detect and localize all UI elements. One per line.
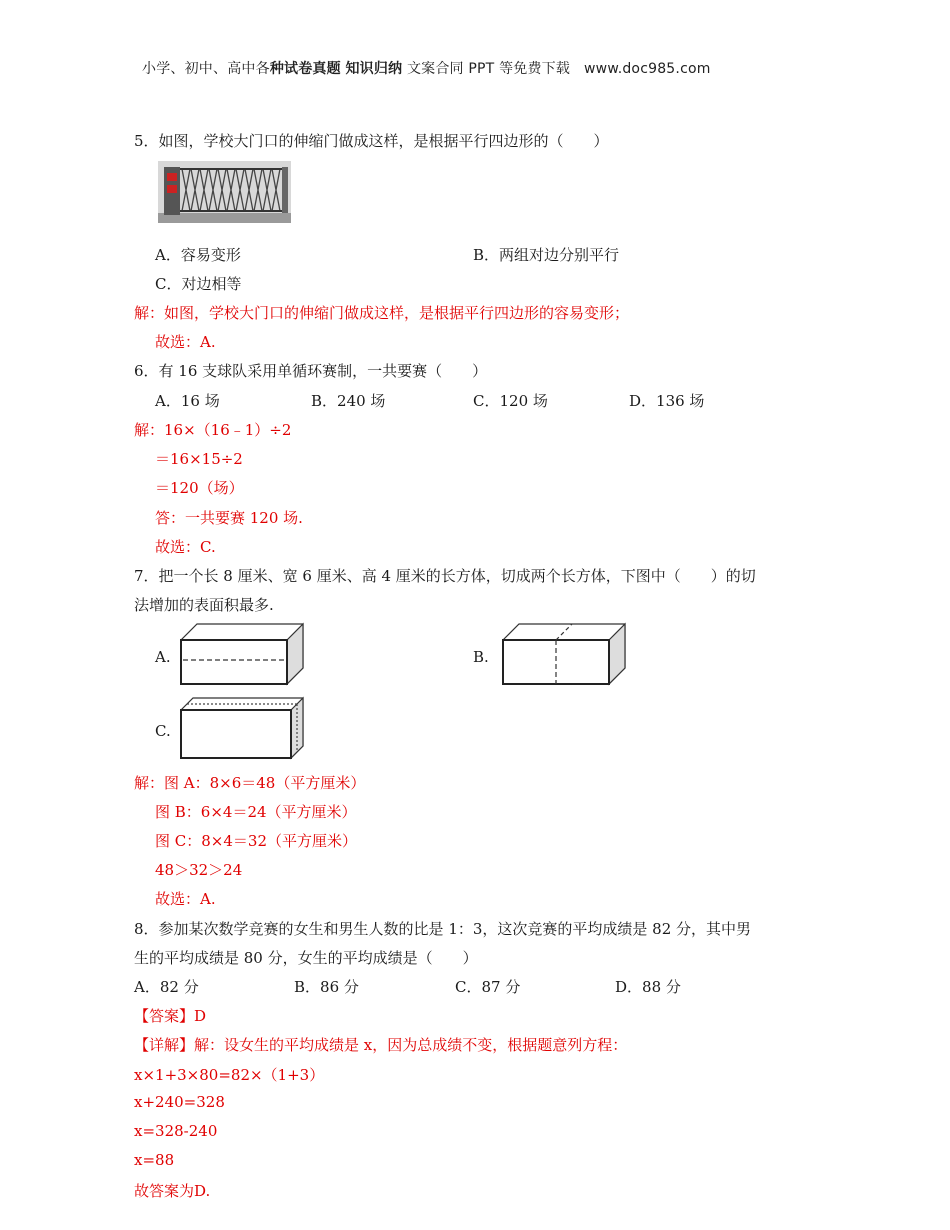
header-part2: 种试卷真题	[269, 61, 341, 77]
q5-solution-line2: 故选：A.	[155, 333, 216, 351]
q5-option-a: A．容易变形	[155, 246, 241, 264]
q7-solution-line2: 图 B：6×4＝24（平方厘米）	[155, 803, 357, 821]
q6-solution-line5: 故选：C.	[155, 538, 216, 556]
q8-step2: x+240=328	[134, 1093, 225, 1111]
q8-option-d: D．88 分	[615, 978, 681, 996]
q6-option-c: C．120 场	[473, 392, 548, 410]
q5-option-b: B．两组对边分别平行	[473, 246, 620, 264]
q5-option-c: C．对边相等	[155, 275, 242, 293]
q8-answer: 【答案】D	[134, 1007, 207, 1025]
q8-step3: x=328-240	[134, 1122, 218, 1140]
q7-solution-line1: 解：图 A：8×6＝48（平方厘米）	[134, 774, 366, 792]
q8-detail: 【详解】解：设女生的平均成绩是 x，因为总成绩不变，根据题意列方程：	[134, 1036, 628, 1054]
q6-solution-line2: ＝16×15÷2	[155, 450, 243, 468]
q8-step1: x×1+3×80=82×（1+3）	[134, 1066, 325, 1084]
header-part1: 小学、初中、高中各	[142, 61, 270, 77]
header-site[interactable]: www.doc985.com	[584, 61, 711, 77]
q7-fig-a-label: A.	[155, 648, 171, 666]
q8-option-b: B．86 分	[294, 978, 359, 996]
q5-question: 5．如图，学校大门口的伸缩门做成这样，是根据平行四边形的（ ）	[134, 132, 609, 150]
q5-solution-line1: 解：如图，学校大门口的伸缩门做成这样，是根据平行四边形的容易变形；	[134, 304, 630, 322]
q8-question-line2: 生的平均成绩是 80 分，女生的平均成绩是（ ）	[134, 949, 478, 967]
q7-solution-line4: 48＞32＞24	[155, 861, 243, 879]
q6-option-d: D．136 场	[629, 392, 705, 410]
q7-question-line2: 法增加的表面积最多.	[134, 596, 274, 614]
cuboid-figure-c	[177, 694, 305, 760]
page-header	[142, 58, 711, 78]
q8-step4: x=88	[134, 1151, 175, 1169]
cuboid-figure-b	[499, 620, 627, 686]
q6-solution-line4: 答：一共要赛 120 场.	[155, 509, 303, 527]
q6-solution-line3: ＝120（场）	[155, 479, 244, 497]
q8-step5: 故答案为D.	[134, 1182, 211, 1200]
q7-fig-c-label: C.	[155, 722, 171, 740]
q6-option-b: B．240 场	[311, 392, 386, 410]
q8-option-c: C．87 分	[455, 978, 521, 996]
q6-question: 6．有 16 支球队采用单循环赛制，一共要赛（ ）	[134, 362, 488, 380]
header-part4: 文案合同 PPT 等免费下载	[406, 61, 571, 77]
header-part3: 知识归纳	[345, 61, 403, 77]
q7-solution-line3: 图 C：8×4＝32（平方厘米）	[155, 832, 357, 850]
q7-solution-line5: 故选：A.	[155, 890, 216, 908]
q6-option-a: A．16 场	[155, 392, 220, 410]
telescopic-gate-image	[158, 161, 291, 223]
q8-option-a: A．82 分	[134, 978, 199, 996]
q8-question-line1: 8．参加某次数学竞赛的女生和男生人数的比是 1：3，这次竞赛的平均成绩是 82 分，其中男	[134, 920, 752, 938]
q7-question-line1: 7．把一个长 8 厘米、宽 6 厘米、高 4 厘米的长方体，切成两个长方体，下图中（ ）的切	[134, 567, 756, 585]
q6-solution-line1: 解：16×（16﹣1）÷2	[134, 421, 292, 439]
q7-fig-b-label: B.	[473, 648, 489, 666]
cuboid-figure-a	[177, 620, 305, 686]
